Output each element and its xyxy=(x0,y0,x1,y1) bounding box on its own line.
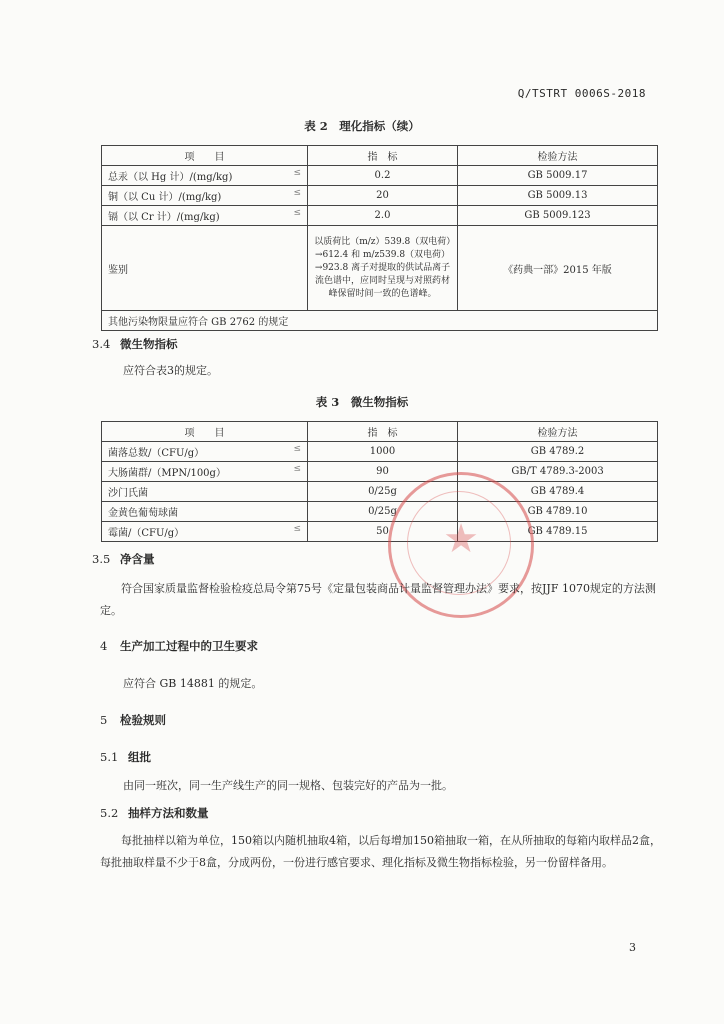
table-cell: GB 5009.123 xyxy=(458,206,658,226)
le-symbol: ≤ xyxy=(293,168,301,178)
column-header: 指 标 xyxy=(308,146,458,166)
table-cell xyxy=(102,186,308,206)
le-symbol: ≤ xyxy=(293,444,301,454)
section-5-2-heading xyxy=(100,805,209,821)
table-cell xyxy=(102,206,308,226)
table-cell: 0/25g xyxy=(308,502,458,522)
table-cell: 鉴别 xyxy=(102,226,308,311)
table-cell: GB 5009.17 xyxy=(458,166,658,186)
table-cell xyxy=(102,502,308,522)
le-symbol: ≤ xyxy=(293,464,301,474)
column-header: 项 目 xyxy=(102,422,308,442)
column-header: 项 目 xyxy=(102,146,308,166)
section-5-2-text: 每批抽样以箱为单位，150箱以内随机抽取4箱，以后每增加150箱抽取一箱，在从所抽取的每箱内取样品2盒，每批抽取样量不少于8盒，分成两份，一份进行感官要求、理化指标及微生物指标检验，另一份留样备用。 xyxy=(100,834,661,869)
section-4-heading xyxy=(100,638,258,654)
table-cell: 20 xyxy=(308,186,458,206)
section-title: 净含量 xyxy=(120,552,155,566)
table-header-row xyxy=(102,146,658,166)
section-title: 组批 xyxy=(128,750,151,764)
section-number: 3.4 xyxy=(92,337,111,351)
table-cell: GB 4789.2 xyxy=(458,442,658,462)
section-number: 5.2 xyxy=(100,806,119,820)
table-cell: 1000 xyxy=(308,442,458,462)
table-cell xyxy=(102,166,308,186)
le-symbol: ≤ xyxy=(293,208,301,218)
section-title: 微生物指标 xyxy=(120,337,178,351)
section-number: 5 xyxy=(100,713,108,727)
cell-item: 铜（以 Cu 计）/(mg/kg) xyxy=(108,192,222,203)
section-number: 4 xyxy=(100,639,108,653)
section-title: 生产加工过程中的卫生要求 xyxy=(120,639,258,653)
table-row xyxy=(102,442,658,462)
section-3-5-heading xyxy=(92,551,155,567)
table-header-row xyxy=(102,422,658,442)
section-3-5-text: 符合国家质量监督检验检疫总局令第75号《定量包装商品计量监督管理办法》要求，按JJF 1070规定的方法测定。 xyxy=(100,582,656,617)
table3-caption: 表 3 微生物指标 xyxy=(315,395,409,409)
section-5-1-text: 由同一班次，同一生产线生产的同一规格、包装完好的产品为一批。 xyxy=(123,779,453,792)
section-3-4-heading xyxy=(92,336,178,352)
section-3-4-text: 应符合表3的规定。 xyxy=(123,364,218,377)
table-cell xyxy=(102,442,308,462)
standard-code: Q/TSTRT 0006S-2018 xyxy=(517,87,646,100)
cell-item: 镉（以 Cr 计）/(mg/kg) xyxy=(108,212,220,223)
table-row xyxy=(102,462,658,482)
table-cell: 50 xyxy=(308,522,458,542)
cell-item: 总汞（以 Hg 计）/(mg/kg) xyxy=(108,172,233,183)
table-cell: GB/T 4789.3-2003 xyxy=(458,462,658,482)
table-row xyxy=(102,502,658,522)
table-footer-row xyxy=(102,311,658,331)
table-cell: GB 4789.15 xyxy=(458,522,658,542)
cell-item: 菌落总数/（CFU/g） xyxy=(108,448,205,459)
table-row xyxy=(102,482,658,502)
table2-caption: 表 2 理化指标（续） xyxy=(304,119,420,133)
section-4-text: 应符合 GB 14881 的规定。 xyxy=(123,677,263,690)
table-row xyxy=(102,226,658,311)
cell-item: 霉菌/（CFU/g） xyxy=(108,528,185,539)
column-header: 指 标 xyxy=(308,422,458,442)
section-number: 3.5 xyxy=(92,552,111,566)
page-number: 3 xyxy=(629,941,636,954)
section-title: 抽样方法和数量 xyxy=(128,806,209,820)
table-cell: GB 4789.10 xyxy=(458,502,658,522)
section-title: 检验规则 xyxy=(120,713,166,727)
table3 xyxy=(101,421,658,542)
table-cell xyxy=(102,522,308,542)
section-5-heading xyxy=(100,712,166,728)
le-symbol: ≤ xyxy=(293,524,301,534)
table-footer: 其他污染物限量应符合 GB 2762 的规定 xyxy=(102,311,658,331)
table-cell: GB 4789.4 xyxy=(458,482,658,502)
column-header: 检验方法 xyxy=(458,146,658,166)
section-5-1-heading xyxy=(100,749,151,765)
le-symbol: ≤ xyxy=(293,188,301,198)
table-cell: GB 5009.13 xyxy=(458,186,658,206)
table2 xyxy=(101,145,658,331)
table-cell xyxy=(102,462,308,482)
cell-item: 金黄色葡萄球菌 xyxy=(108,508,178,519)
seal-star-icon: ★ xyxy=(443,516,479,562)
table-cell: 以质荷比（m/z）539.8（双电荷）→612.4 和 m/z539.8（双电荷）→923.8 离子对提取的供试品离子流色谱中，应同时呈现与对照药材峰保留时间一致的色谱峰。 xyxy=(308,226,458,311)
table-cell: 《药典一部》2015 年版 xyxy=(458,226,658,311)
table-row xyxy=(102,522,658,542)
table-row xyxy=(102,206,658,226)
table-cell: 90 xyxy=(308,462,458,482)
cell-item: 沙门氏菌 xyxy=(108,488,148,499)
section-number: 5.1 xyxy=(100,750,119,764)
table-cell xyxy=(102,482,308,502)
table-row xyxy=(102,186,658,206)
table-cell: 2.0 xyxy=(308,206,458,226)
table-row xyxy=(102,166,658,186)
table-cell: 0.2 xyxy=(308,166,458,186)
cell-item: 大肠菌群/（MPN/100g） xyxy=(108,468,226,479)
column-header: 检验方法 xyxy=(458,422,658,442)
table-cell: 0/25g xyxy=(308,482,458,502)
